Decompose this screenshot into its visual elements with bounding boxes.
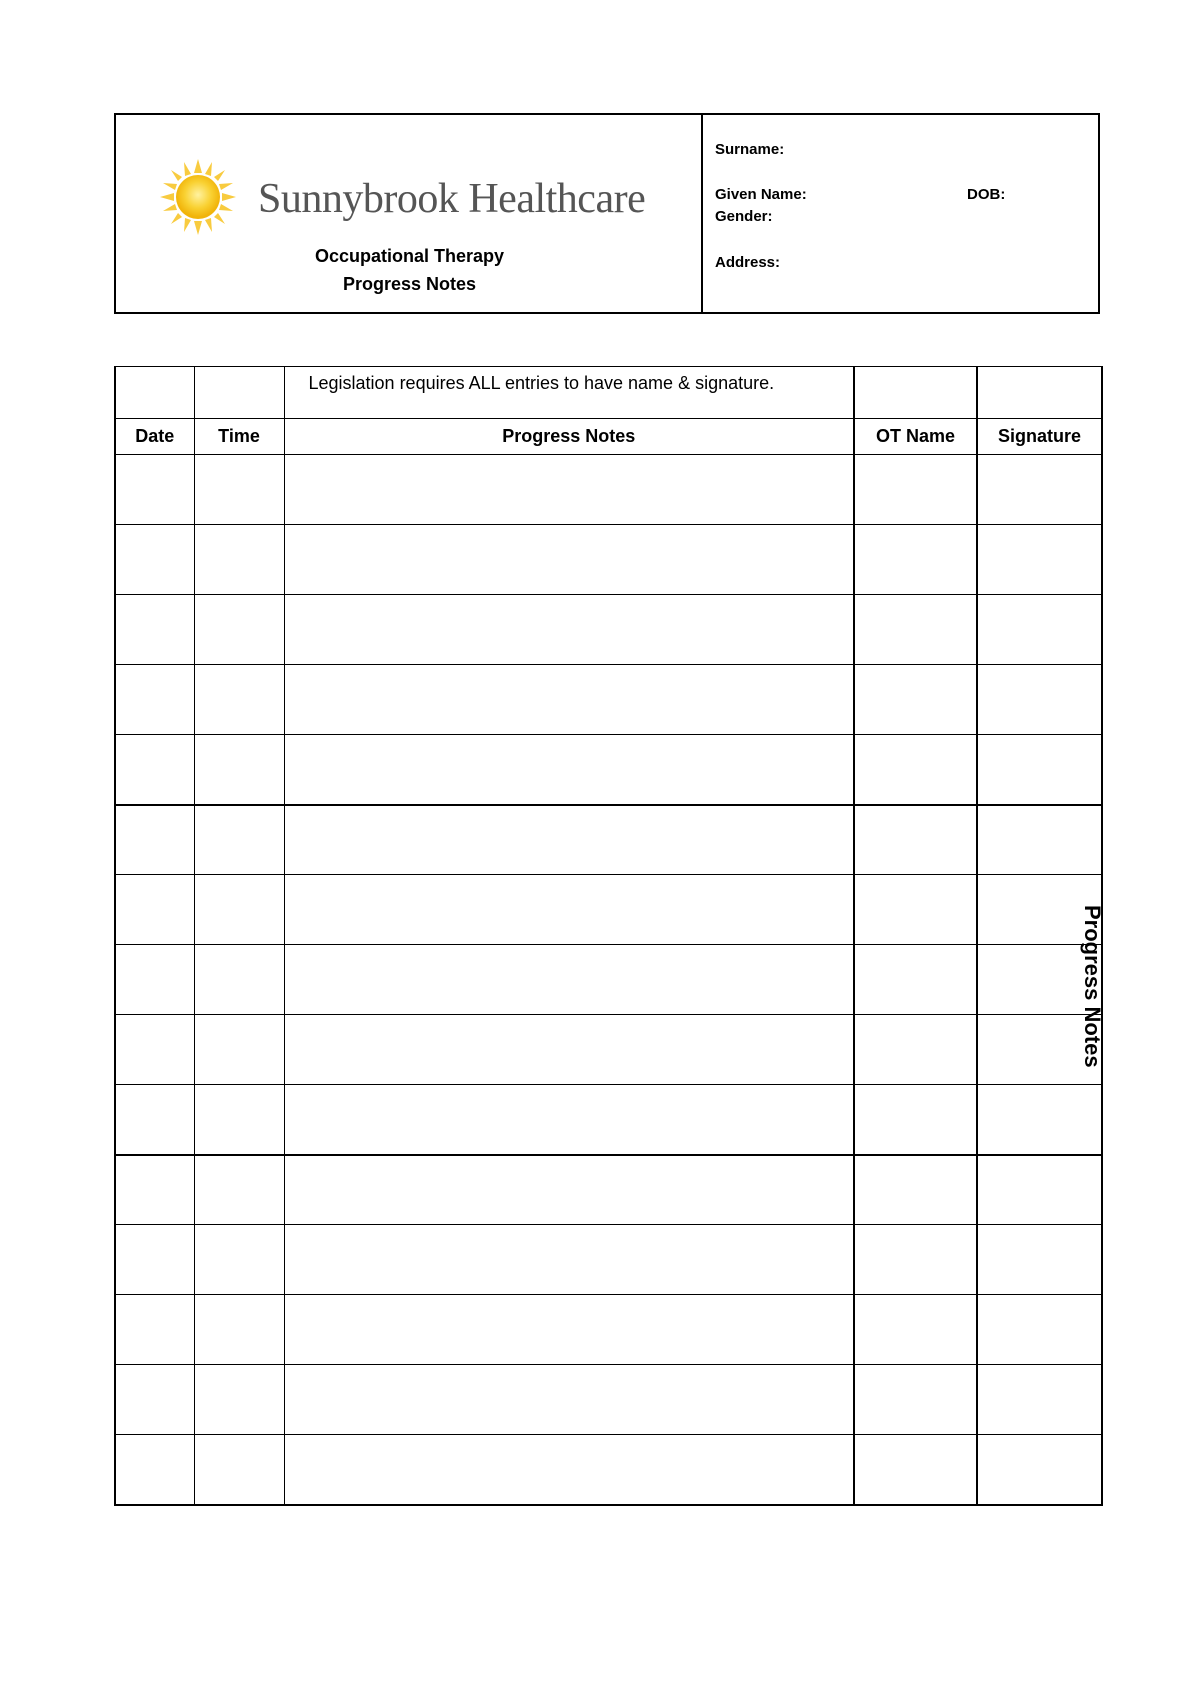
column-header-row xyxy=(115,419,1102,455)
date-cell[interactable] xyxy=(115,875,194,945)
signature-cell[interactable] xyxy=(977,1085,1102,1155)
signature-cell[interactable] xyxy=(977,1155,1102,1225)
date-cell[interactable] xyxy=(115,1295,194,1365)
organization-panel xyxy=(116,115,703,312)
signature-cell[interactable] xyxy=(977,1225,1102,1295)
signature-cell[interactable] xyxy=(977,805,1102,875)
table-row xyxy=(115,1085,1102,1155)
ot-name-cell[interactable] xyxy=(854,1085,977,1155)
table-row xyxy=(115,1225,1102,1295)
ot-name-cell[interactable] xyxy=(854,875,977,945)
date-cell[interactable] xyxy=(115,595,194,665)
date-cell[interactable] xyxy=(115,805,194,875)
progress-notes-cell[interactable] xyxy=(284,1225,854,1295)
time-cell[interactable] xyxy=(194,1155,284,1225)
progress-notes-cell[interactable] xyxy=(284,665,854,735)
table-row xyxy=(115,875,1102,945)
table-row xyxy=(115,1015,1102,1085)
ot-name-cell[interactable] xyxy=(854,455,977,525)
progress-notes-cell[interactable] xyxy=(284,1365,854,1435)
date-cell[interactable] xyxy=(115,1365,194,1435)
progress-notes-cell[interactable] xyxy=(284,1295,854,1365)
progress-notes-cell[interactable] xyxy=(284,525,854,595)
progress-notes-cell[interactable] xyxy=(284,1015,854,1085)
ot-name-cell[interactable] xyxy=(854,1435,977,1505)
table-row xyxy=(115,805,1102,875)
legislation-row xyxy=(115,367,1102,419)
column-header-signature: Signature xyxy=(977,419,1102,455)
ot-name-cell[interactable] xyxy=(854,665,977,735)
date-cell[interactable] xyxy=(115,665,194,735)
signature-cell[interactable] xyxy=(977,525,1102,595)
table-row xyxy=(115,735,1102,805)
table-row xyxy=(115,525,1102,595)
column-header-time: Time xyxy=(194,419,284,455)
brand-name: Sunnybrook Healthcare xyxy=(258,176,646,222)
time-cell[interactable] xyxy=(194,1015,284,1085)
department-title: Occupational Therapy xyxy=(314,246,505,266)
table-row xyxy=(115,1155,1102,1225)
ot-name-cell[interactable] xyxy=(854,1225,977,1295)
time-cell[interactable] xyxy=(194,735,284,805)
signature-cell[interactable] xyxy=(977,595,1102,665)
time-cell[interactable] xyxy=(194,1435,284,1505)
given-name-field[interactable]: Given Name: xyxy=(715,186,807,203)
table-row xyxy=(115,595,1102,665)
table-row xyxy=(115,1435,1102,1505)
ot-name-cell[interactable] xyxy=(854,595,977,665)
blank-cell xyxy=(854,367,977,419)
column-header-ot-name: OT Name xyxy=(854,419,977,455)
time-cell[interactable] xyxy=(194,1365,284,1435)
progress-notes-cell[interactable] xyxy=(284,1435,854,1505)
progress-notes-cell[interactable] xyxy=(284,875,854,945)
progress-notes-cell[interactable] xyxy=(284,805,854,875)
ot-name-cell[interactable] xyxy=(854,735,977,805)
signature-cell[interactable] xyxy=(977,665,1102,735)
time-cell[interactable] xyxy=(194,875,284,945)
time-cell[interactable] xyxy=(194,805,284,875)
progress-notes-table xyxy=(114,366,1103,1506)
column-header-date: Date xyxy=(115,419,194,455)
time-cell[interactable] xyxy=(194,595,284,665)
address-field[interactable]: Address: xyxy=(715,254,781,271)
progress-notes-cell[interactable] xyxy=(284,945,854,1015)
dob-field[interactable]: DOB: xyxy=(967,186,1006,203)
signature-cell[interactable] xyxy=(977,1435,1102,1505)
ot-name-cell[interactable] xyxy=(854,1015,977,1085)
date-cell[interactable] xyxy=(115,1015,194,1085)
blank-cell xyxy=(977,367,1102,419)
progress-notes-cell[interactable] xyxy=(284,1085,854,1155)
ot-name-cell[interactable] xyxy=(854,945,977,1015)
progress-notes-cell[interactable] xyxy=(284,735,854,805)
date-cell[interactable] xyxy=(115,1225,194,1295)
date-cell[interactable] xyxy=(115,1155,194,1225)
table-row xyxy=(115,1295,1102,1365)
gender-field[interactable]: Gender: xyxy=(715,208,773,225)
date-cell[interactable] xyxy=(115,525,194,595)
signature-cell[interactable] xyxy=(977,1365,1102,1435)
time-cell[interactable] xyxy=(194,455,284,525)
patient-header xyxy=(114,113,1100,314)
legislation-note: Legislation requires ALL entries to have name & signature. xyxy=(284,367,854,419)
date-cell[interactable] xyxy=(115,945,194,1015)
blank-cell xyxy=(194,367,284,419)
sun-logo-icon xyxy=(158,157,238,237)
ot-name-cell[interactable] xyxy=(854,1365,977,1435)
time-cell[interactable] xyxy=(194,665,284,735)
time-cell[interactable] xyxy=(194,1085,284,1155)
blank-cell xyxy=(115,367,194,419)
table-row xyxy=(115,665,1102,735)
ot-name-cell[interactable] xyxy=(854,805,977,875)
progress-notes-cell[interactable] xyxy=(284,455,854,525)
progress-notes-cell[interactable] xyxy=(284,1155,854,1225)
time-cell[interactable] xyxy=(194,1295,284,1365)
time-cell[interactable] xyxy=(194,945,284,1015)
column-header-progress-notes: Progress Notes xyxy=(284,419,854,455)
table-row xyxy=(115,455,1102,525)
date-cell[interactable] xyxy=(115,1435,194,1505)
progress-notes-cell[interactable] xyxy=(284,595,854,665)
time-cell[interactable] xyxy=(194,1225,284,1295)
ot-name-cell[interactable] xyxy=(854,525,977,595)
form-title: Progress Notes xyxy=(342,274,477,294)
ot-name-cell[interactable] xyxy=(854,1295,977,1365)
date-cell[interactable] xyxy=(115,1085,194,1155)
signature-cell[interactable] xyxy=(977,455,1102,525)
side-label: Progress Notes xyxy=(1080,905,1105,1068)
time-cell[interactable] xyxy=(194,525,284,595)
date-cell[interactable] xyxy=(115,735,194,805)
ot-name-cell[interactable] xyxy=(854,1155,977,1225)
surname-field[interactable]: Surname: xyxy=(715,141,785,158)
signature-cell[interactable] xyxy=(977,735,1102,805)
signature-cell[interactable] xyxy=(977,1295,1102,1365)
table-row xyxy=(115,1365,1102,1435)
date-cell[interactable] xyxy=(115,455,194,525)
table-row xyxy=(115,945,1102,1015)
